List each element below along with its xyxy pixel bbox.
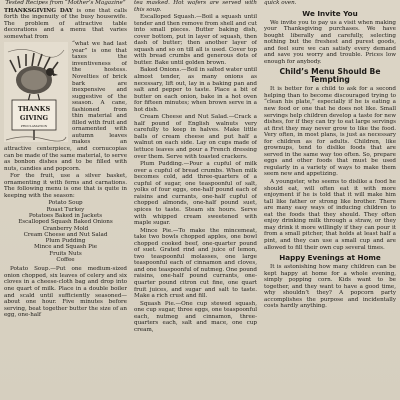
thanksgiving-illustration <box>4 42 68 142</box>
we-invite-headline: We Invite You <box>302 8 358 18</box>
menu-item: Plum Pudding <box>45 238 86 245</box>
turkey-cartoon-image <box>4 42 68 142</box>
menu-item: Mince and Squash Pie <box>33 244 98 251</box>
mince-pie-recipe: Mince Pie.—To make the mincemeat, take two bowls chopped apples, one bowl chopped cooked beef, one-quarter pound of suet. Grated rind and juice of lemon, two teaspoonful molasses, one large teaspoonful each of cinnamon and cloves, and one teaspoonful of nutmeg. One pound raisins, one-half pound currants, one-quarter pound citron cut fine, one quart fruit juices, and sugar and salt to taste. Make a rich crust and fill. <box>134 227 257 300</box>
potato-soup-recipe: Potato Soup.—Put one medium-sized onion chopped, six leaves of celery and six cloves in a cheese-cloth bag and drop into one quart of milk. Place in a double boiler and scald until sufficiently seasoned—about one hour. Five minutes before serving, beat together butter the size of an egg, one-half <box>4 266 127 319</box>
menu-item: Cream Cheese and Nut Salad <box>23 231 108 238</box>
thanksgiving-menu <box>4 200 127 263</box>
child-menu-paragraph-2: A youngster, who seems to dislike a food he should eat, will often eat it with more enjoyment if he is told that it will make him tall like father or strong like brother. There are many easy ways of inducing children to eat the foods that they should. They often enjoy drinking milk through a straw, or they may drink it more willingly if they can pour it from a small pitcher, that holds at least half a pint, and they can use a small cup and are allowed to fill their own cup several times. <box>264 179 396 251</box>
intro-text: is one that calls forth the ingenuity of the busy housewife. The problem of attractive table decorations and a menu that varies somewhat from <box>4 7 127 40</box>
menu-item: Coffee <box>56 257 75 264</box>
squash-pie-recipe: Squash Pie.—One cup stewed squash, one cup sugar, three eggs, one teaspoonful each, nutmeg and cinnamon, three-quarters each, salt and mace, one cup cream, <box>134 300 257 333</box>
column-middle <box>134 0 257 400</box>
invite-paragraph: We invite you to pay us a visit when making your Thanksgiving purchases. We have bought liberally and carefully, selecting nothing but the freshest and purest goods, and feel sure we can satisfy every demand and save you worry and trouble. Prices low enough for anybody. <box>264 19 396 65</box>
svg-text:PROCLAMATION: PROCLAMATION <box>20 124 48 129</box>
svg-text:GIVING: GIVING <box>19 114 49 123</box>
menu-item: Roast Turkey <box>46 206 85 213</box>
menu-item: Cranberry Mold <box>42 225 89 232</box>
menu-item: Potatoes Baked in Jackets <box>28 213 103 219</box>
child-menu-paragraph-1: It is better for a child to ask for a second helping than to become discouraged trying to “clean his plate,” especially if he is eating a new food or one that he does not like. Small servings help children develop a taste for new dishes, for if they can try to eat large servings at first they may never grow to like the food. Very often, in most plans, is just as necessary for children as for adults. Children, like grownups, tend to dislike foods that are served in the same way too often. So, prepare eggs and other foods that must be used regularly in a variety of ways to make them seem new and appetizing. <box>264 86 396 178</box>
happy-evenings-headline: Happy Evenings at Home <box>279 253 381 263</box>
column-right <box>264 0 396 400</box>
svg-text:THANKS: THANKS <box>17 105 51 114</box>
menu-item: Escalloped Squash Baked Onions <box>18 219 113 226</box>
happy-evenings-paragraph: It is astonishing how many children can be kept happy at home for a whole evening, simply popping corn. Kids want to be together, and they want to have a good time, why shouldn’t they? A popcorn party accomplishes the purpose and incidentally costs hardly anything. <box>264 264 396 310</box>
squash-recipe: Escalloped Squash.—Boil a squash until tender and then remove from shell and cut into small pieces. Butter baking dish, cover bottom, put in layer of squash, then dash of butter; then another layer of squash and so on till all is used. Cover top with bread crumbs and generous dots of butter. Bake until golden brown. <box>134 14 257 66</box>
continued-text: quick oven. <box>264 0 297 6</box>
menu-item: Potato Soup <box>48 200 83 207</box>
intro-dropcap: THANKSGIVING DAY <box>4 7 73 14</box>
intro-paragraph <box>4 8 127 41</box>
continued-text: tea masked. Hot wafers are served with this soup. <box>134 0 257 13</box>
column-left <box>4 0 127 400</box>
plum-pudding-recipe: Plum Pudding.—Pour a cupful of milk over a cupful of bread crumbs. When milk becomes cold, add three-quarters of a cupful of sugar, one teaspoonful of salt, yolks of four eggs, one-half pound each of raisins and currants, one-half cupful of chopped almonds, one-half pound suet, spices to taste. Steam six hours. Serve with whipped cream sweetened with maple sugar. <box>134 161 257 227</box>
salad-recipe: Cream Cheese and Nut Salad.—Crack a half pound of English walnuts very carefully to keep in halves. Make little balls of cream cheese and put half a walnut on each side. Lay on cups made of lettuce leaves and pour a French dressing over them. Serve with toasted crackers. <box>134 114 257 160</box>
onions-recipe: Baked Onions.—Boil in salted water until almost tender, as many onions as necessary, lift out, lay in a baking pan and salt and pepper to taste. Place a bit of butter on each onion, bake in a hot oven for fifteen minutes; when brown serve in a hot dish. <box>134 67 257 113</box>
fruit-paragraph: For the fruit, use a silver basket, ornamenting it with ferns and carnations. The following menu is one that is quite in keeping with the season: <box>4 173 127 199</box>
recipes-caption: Tested Recipes from “Mother’s Magazine” <box>5 0 126 6</box>
art-caption-paragraph: “what we had last year” is one that taxes the inventiveness of the hostess. Novelties of brick bark are inexpensive and suggestive of the season. A cane, fashioned from thin material and filled with fruit and ornamented with autumn leaves makes an attractive centerpiece, and cornucopias can be made of the same material, to serve as bonbon dishes and to be filled with nuts, candies and popcorn. <box>4 41 127 172</box>
child-menu-headline: Child’s Menu Should Be Tempting <box>279 67 381 85</box>
menu-item: Fruits Nuts <box>49 250 82 257</box>
